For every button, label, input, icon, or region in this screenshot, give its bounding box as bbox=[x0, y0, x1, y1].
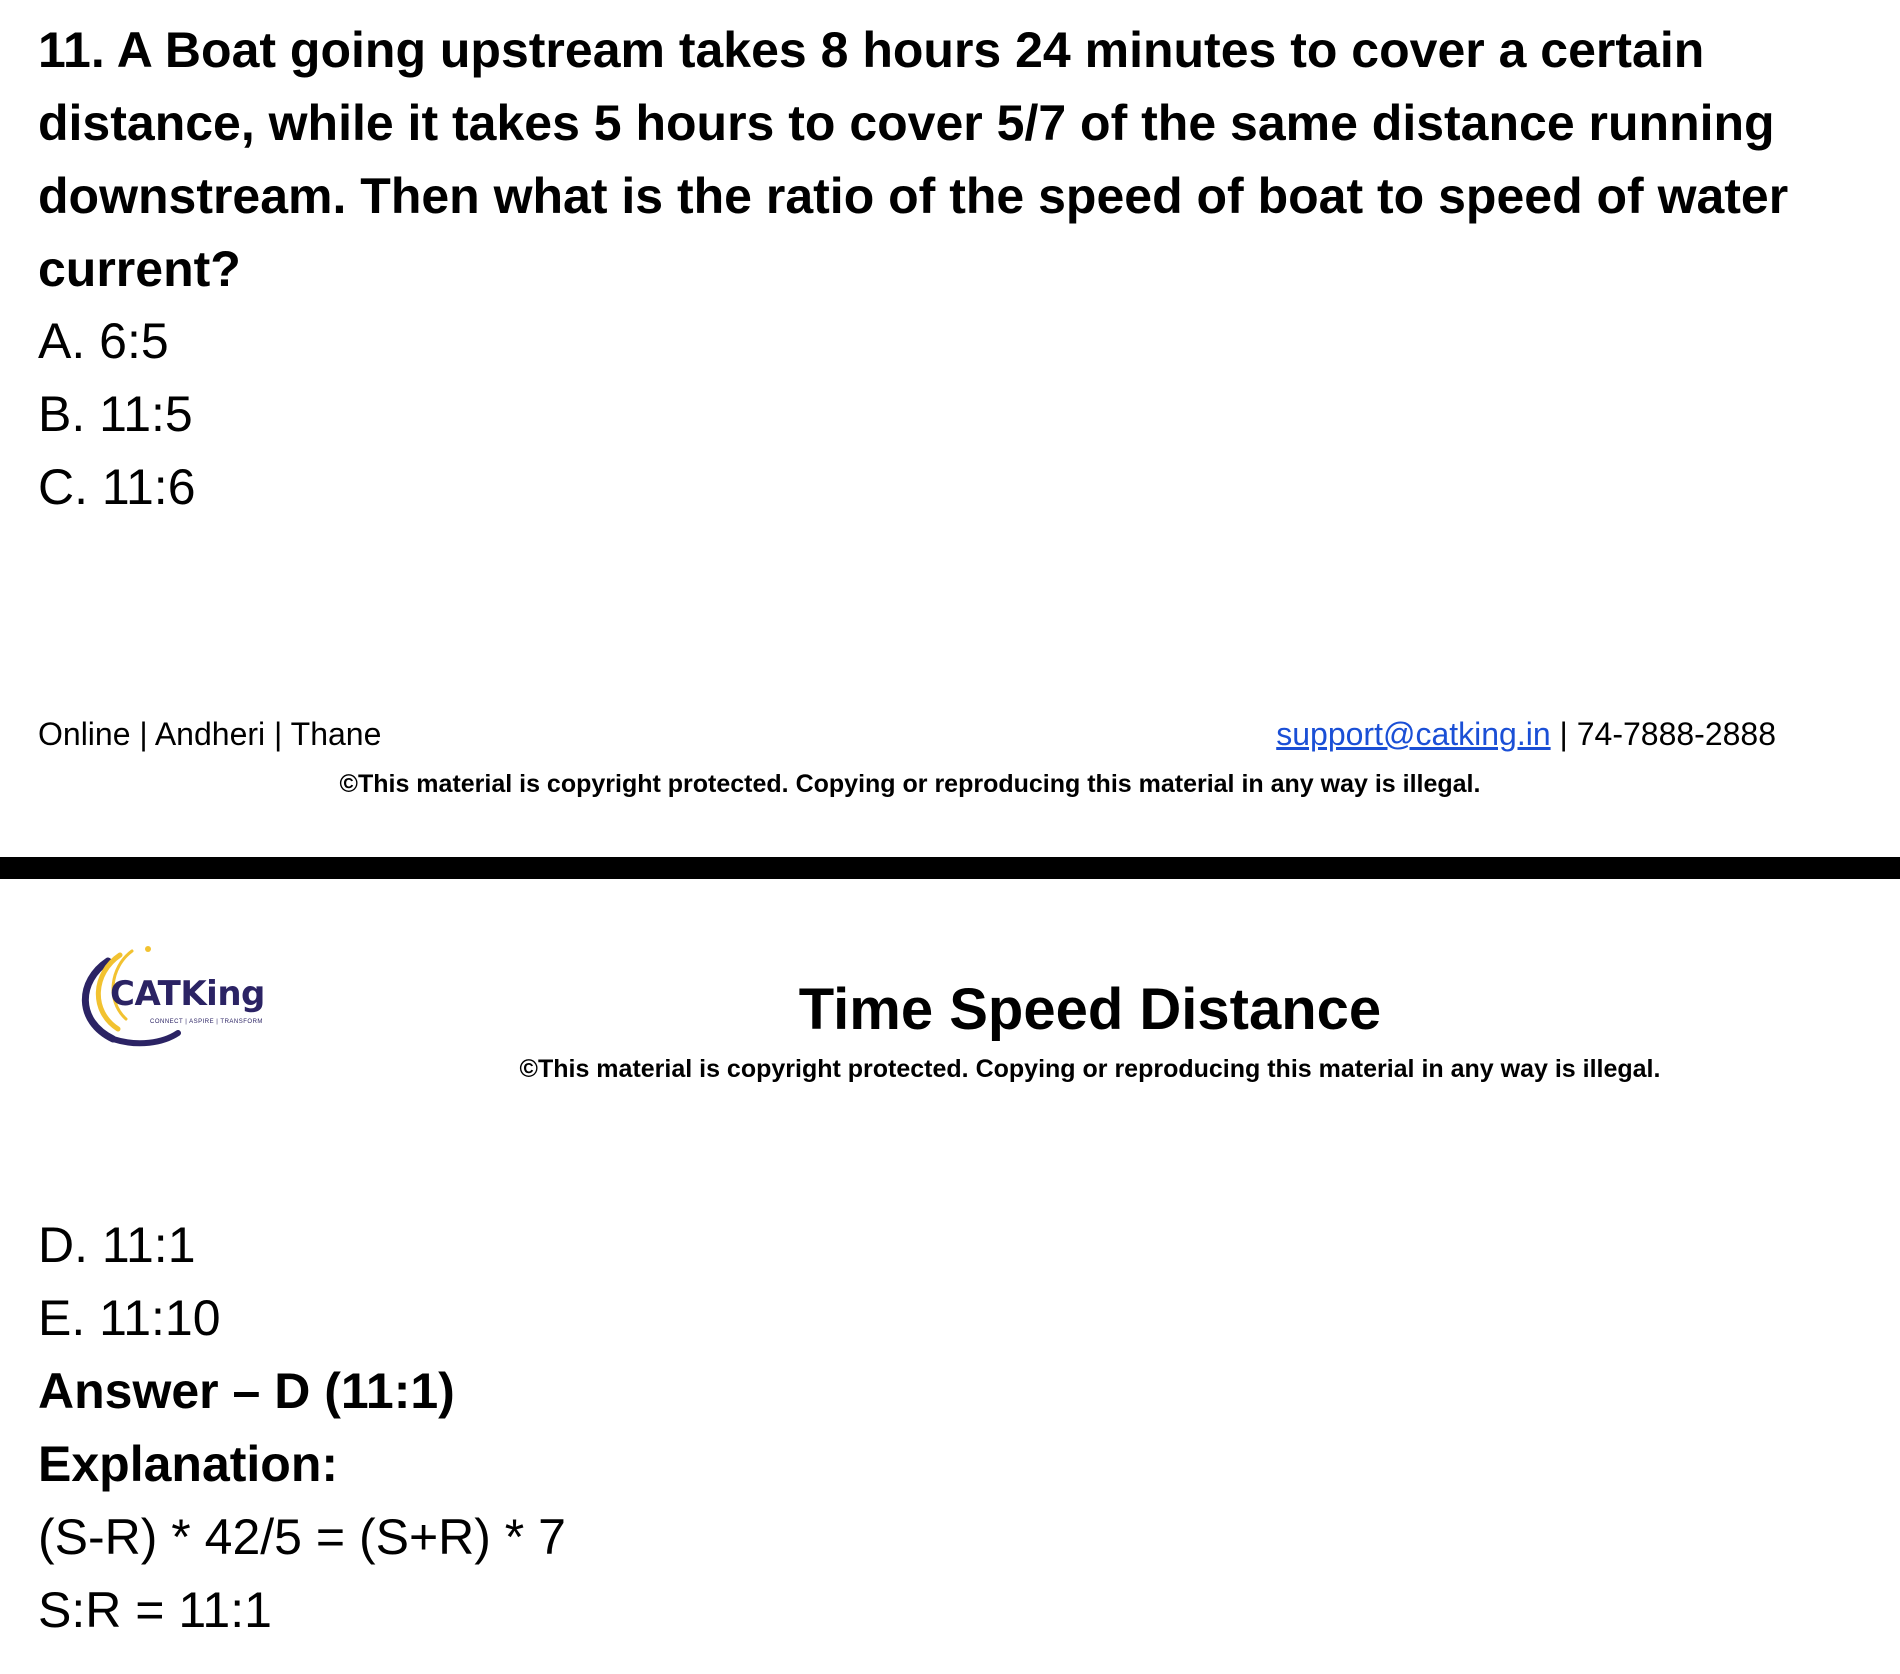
answer-line: Answer – D (11:1) bbox=[38, 1363, 455, 1419]
support-email-link[interactable]: support@catking.in bbox=[1276, 716, 1551, 752]
phone-number: | 74-7888-2888 bbox=[1550, 716, 1776, 752]
option-c: C. 11:6 bbox=[38, 459, 196, 515]
logo-wordmark: CATKing bbox=[110, 974, 265, 1014]
copyright-notice-bottom: ©This material is copyright protected. Copying or reproducing this material in any way is illegal. bbox=[519, 1055, 1661, 1083]
footer-locations: Online | Andheri | Thane bbox=[38, 716, 382, 752]
page-divider bbox=[0, 857, 1900, 879]
logo-tagline: CONNECT | ASPIRE | TRANSFORM bbox=[150, 1019, 263, 1025]
page-title: Time Speed Distance bbox=[798, 977, 1382, 1042]
option-d: D. 11:1 bbox=[38, 1217, 196, 1273]
option-a: A. 6:5 bbox=[38, 313, 169, 369]
slide-bottom bbox=[0, 879, 1900, 1674]
option-b: B. 11:5 bbox=[38, 386, 193, 442]
copyright-notice-top: ©This material is copyright protected. Copying or reproducing this material in any way is illegal. bbox=[339, 770, 1481, 798]
option-e: E. 11:10 bbox=[38, 1290, 221, 1346]
explanation-equation: (S-R) * 42/5 = (S+R) * 7 bbox=[38, 1509, 566, 1565]
question-text: 11. A Boat going upstream takes 8 hours 24 minutes to cover a certain distance, while it takes 5 hours to cover 5/7 of the same distance running downstream. Then what is the ratio of the speed of boat to speed of water current? bbox=[38, 22, 1789, 297]
explanation-heading: Explanation: bbox=[38, 1436, 339, 1492]
footer-contact bbox=[1276, 712, 1776, 756]
catking-logo bbox=[68, 941, 298, 1051]
explanation-result: S:R = 11:1 bbox=[38, 1582, 272, 1638]
